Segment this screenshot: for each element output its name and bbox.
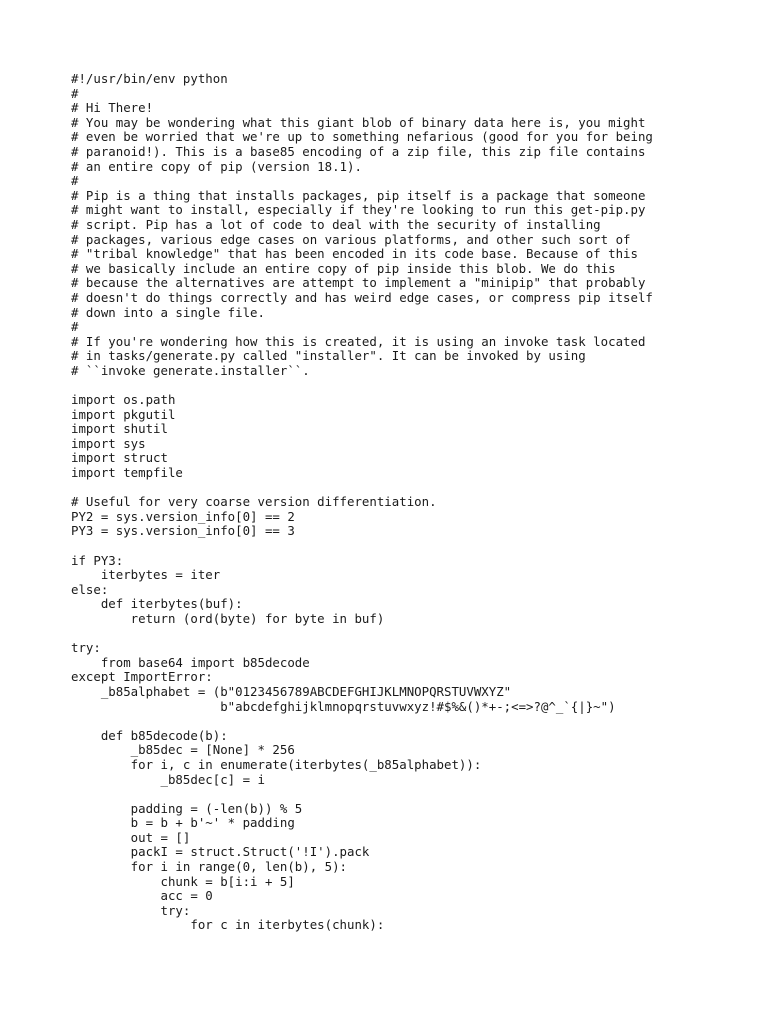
comment-line: # Hi There! (71, 100, 154, 116)
code-line: for c in iterbytes(chunk): (71, 917, 385, 933)
code-line: return (ord(byte) for byte in buf) (71, 610, 385, 626)
comment-line: # in tasks/generate.py called "installer". It can be invoked by using (71, 348, 586, 364)
comment-line: # Pip is a thing that installs packages, pip itself is a package that someone (71, 187, 646, 203)
code-line: import pkgutil (71, 406, 176, 422)
code-line: for i in range(0, len(b), 5): (71, 859, 348, 875)
code-line: if PY3: (71, 552, 124, 568)
code-line: for i, c in enumerate(iterbytes(_b85alphabet)): (71, 756, 482, 772)
comment-line: # even be worried that we're up to something nefarious (good for you for being (71, 129, 653, 145)
comment-line: #!/usr/bin/env python (71, 71, 228, 86)
blank-line (71, 787, 653, 802)
code-line: try: (71, 902, 191, 918)
comment-line: # Useful for very coarse version differentiation. (71, 494, 437, 510)
comment-line: # (71, 319, 79, 335)
code-line: import struct (71, 450, 168, 466)
comment-line: # an entire copy of pip (version 18.1). (71, 158, 362, 174)
code-line: import sys (71, 435, 146, 451)
comment-line: # packages, various edge cases on various platforms, and other such sort of (71, 231, 631, 247)
comment-line: # (71, 173, 79, 189)
code-line: except ImportError: (71, 669, 213, 685)
code-line: out = [] (71, 829, 191, 845)
code-line: _b85alphabet = (b"0123456789ABCDEFGHIJKLMNOPQRSTUVWXYZ" (71, 683, 512, 699)
code-line: PY2 = sys.version_info[0] == 2 (71, 508, 295, 524)
blank-line (71, 627, 653, 642)
code-line: import tempfile (71, 465, 183, 481)
code-line: b = b + b'~' * padding (71, 815, 295, 831)
code-line: b"abcdefghijklmnopqrstuvwxyz!#$%&()*+-;<=>?@^_`{|}~") (71, 698, 616, 714)
blank-line (71, 714, 653, 729)
code-line: _b85dec[c] = i (71, 771, 265, 787)
code-line: _b85dec = [None] * 256 (71, 742, 295, 758)
comment-line: # (71, 85, 79, 101)
code-line: try: (71, 640, 101, 656)
comment-line: # we basically include an entire copy of pip inside this blob. We do this (71, 260, 616, 276)
code-listing (71, 72, 653, 933)
blank-line (71, 378, 653, 393)
comment-line: # doesn't do things correctly and has weird edge cases, or compress pip itself (71, 289, 653, 305)
code-line: PY3 = sys.version_info[0] == 3 (71, 523, 295, 539)
comment-line: # because the alternatives are attempt to implement a "minipip" that probably (71, 275, 646, 291)
comment-line: # If you're wondering how this is created, it is using an invoke task located (71, 333, 646, 349)
comment-line: # "tribal knowledge" that has been encoded in its code base. Because of this (71, 246, 638, 262)
code-line: chunk = b[i:i + 5] (71, 873, 295, 889)
comment-line: # ``invoke generate.installer``. (71, 362, 310, 378)
code-line: else: (71, 581, 109, 597)
blank-line (71, 539, 653, 554)
comment-line: # script. Pip has a lot of code to deal with the security of installing (71, 216, 601, 232)
comment-line: # might want to install, especially if they're looking to run this get-pip.py (71, 202, 646, 218)
code-line: import shutil (71, 421, 168, 437)
comment-line: # You may be wondering what this giant blob of binary data here is, you might (71, 114, 646, 130)
comment-line: # paranoid!). This is a base85 encoding of a zip file, this zip file contains (71, 143, 646, 159)
code-line: from base64 import b85decode (71, 654, 310, 670)
code-line: packI = struct.Struct('!I').pack (71, 844, 370, 860)
code-line: import os.path (71, 392, 176, 408)
code-line: def iterbytes(buf): (71, 596, 243, 612)
comment-line: # down into a single file. (71, 304, 265, 320)
code-line: iterbytes = iter (71, 567, 221, 583)
blank-line (71, 481, 653, 496)
code-line: acc = 0 (71, 888, 213, 904)
code-line: padding = (-len(b)) % 5 (71, 800, 303, 816)
code-line: def b85decode(b): (71, 727, 228, 743)
